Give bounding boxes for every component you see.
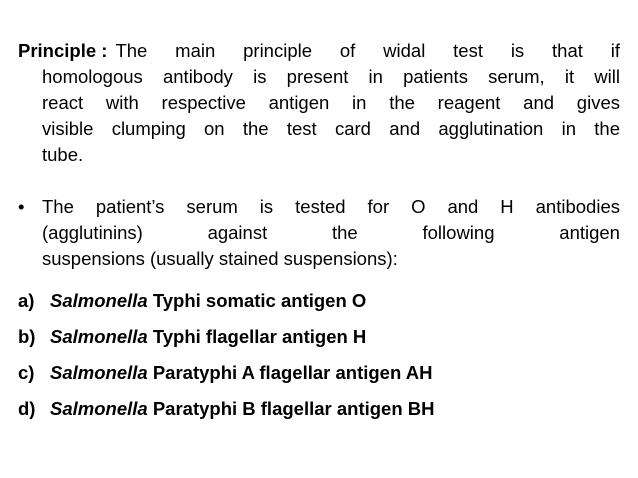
principle-paragraph [18,38,620,168]
bullet-word-2: against [207,222,268,243]
principle-line-3: react with respective antigen in the reagent and gives [42,92,620,113]
organism-name-b: Salmonella [50,326,148,347]
antigen-text-c: Paratyphi A flagellar antigen AH [147,362,433,383]
list-marker-a: a) [18,290,35,311]
bullet-word-3: the [332,222,358,243]
principle-label: Principle : [18,40,108,61]
list-item-b [18,324,366,350]
principle-line-5: tube. [42,144,84,165]
principle-line-4: visible clumping on the test card and agglutination in the [42,118,620,139]
bullet-item [18,194,620,272]
list-marker-c: c) [18,362,35,383]
bullet-line-3: suspensions (usually stained suspensions): [42,248,398,269]
antigen-text-a: Typhi somatic antigen O [147,290,367,311]
bullet-word-1: (agglutinins) [42,222,143,243]
bullet-line-2 [18,220,620,246]
antigen-text-b: Typhi flagellar antigen H [147,326,367,347]
list-item-a [18,288,366,314]
antigen-text-d: Paratyphi B flagellar antigen BH [147,398,435,419]
organism-name-c: Salmonella [50,362,148,383]
bullet-line-1: The patient’s serum is tested for O and H antibodies [42,196,620,217]
list-item-c [18,360,432,386]
list-marker-d: d) [18,398,36,419]
list-item-d [18,396,435,422]
principle-text-1: The main principle of widal test is that if [115,40,620,61]
organism-name-d: Salmonella [50,398,148,419]
organism-name-a: Salmonella [50,290,148,311]
bullet-word-4: following [422,222,495,243]
bullet-word-5: antigen [559,222,620,243]
list-marker-b: b) [18,326,36,347]
bullet-marker: • [18,196,25,217]
principle-line-1 [18,38,620,64]
principle-line-2: homologous antibody is present in patients serum, it will [42,66,620,87]
